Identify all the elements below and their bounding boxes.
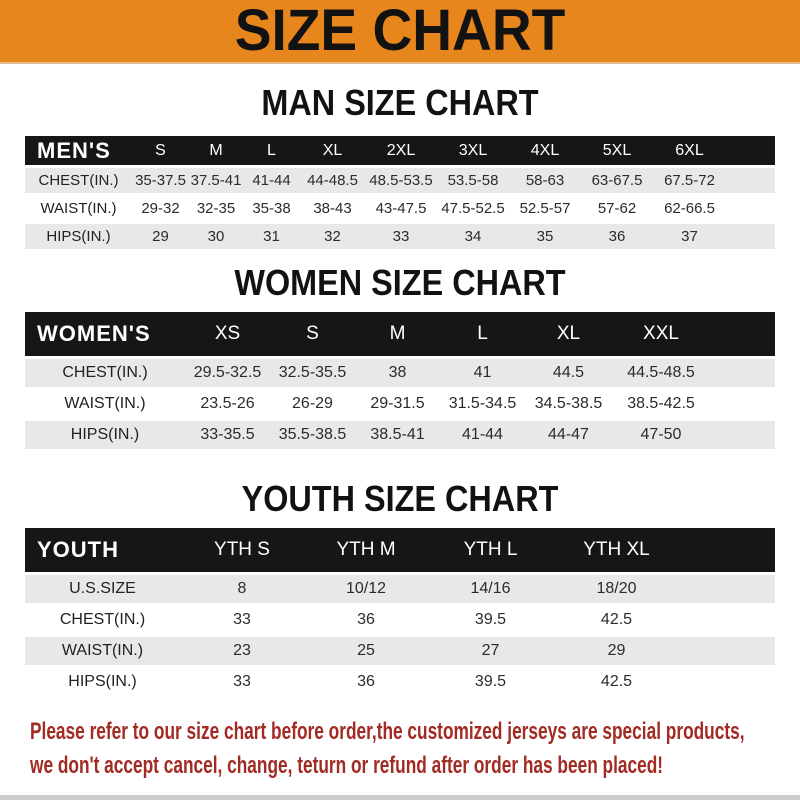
size-cell: 44-48.5 (300, 168, 365, 193)
column-header: M (355, 312, 440, 356)
size-cell: 41-44 (440, 421, 525, 449)
column-header: XXL (612, 312, 710, 356)
column-header: M (189, 136, 243, 165)
size-cell: 35-37.5 (132, 168, 189, 193)
filler-cell (680, 575, 775, 603)
row-label: U.S.SIZE (25, 575, 180, 603)
men-size-table (25, 133, 775, 252)
filler-cell (710, 359, 775, 387)
youth-size-table (25, 525, 775, 699)
table-title-cell: WOMEN'S (25, 312, 185, 356)
size-cell: 63-67.5 (581, 168, 653, 193)
size-cell: 36 (304, 668, 428, 696)
header-row (25, 528, 775, 572)
column-header: S (132, 136, 189, 165)
filler-cell (710, 390, 775, 418)
men-table-container (25, 133, 775, 252)
women-table-container (25, 309, 775, 452)
column-header: L (243, 136, 300, 165)
footer-note (30, 715, 800, 783)
column-header: 4XL (509, 136, 581, 165)
youth-section-heading: YOUTH SIZE CHART (241, 478, 559, 519)
row-label: CHEST(IN.) (25, 606, 180, 634)
size-cell: 29-31.5 (355, 390, 440, 418)
size-cell: 62-66.5 (653, 196, 726, 221)
column-header: L (440, 312, 525, 356)
column-header: XL (300, 136, 365, 165)
table-row (25, 421, 775, 449)
size-cell: 42.5 (553, 606, 680, 634)
size-cell: 29-32 (132, 196, 189, 221)
size-cell: 39.5 (428, 606, 553, 634)
size-cell: 8 (180, 575, 304, 603)
size-cell: 27 (428, 637, 553, 665)
header-row (25, 136, 775, 165)
size-cell: 37 (653, 224, 726, 249)
filler-cell (680, 528, 775, 572)
filler-cell (726, 136, 775, 165)
row-label: WAIST(IN.) (25, 196, 132, 221)
size-cell: 43-47.5 (365, 196, 437, 221)
column-header: YTH L (428, 528, 553, 572)
filler-cell (680, 668, 775, 696)
size-cell: 33-35.5 (185, 421, 270, 449)
table-row (25, 168, 775, 193)
table-row (25, 196, 775, 221)
table-row (25, 637, 775, 665)
size-cell: 32.5-35.5 (270, 359, 355, 387)
size-cell: 47-50 (612, 421, 710, 449)
size-cell: 57-62 (581, 196, 653, 221)
size-cell: 34 (437, 224, 509, 249)
filler-cell (726, 168, 775, 193)
column-header: 6XL (653, 136, 726, 165)
size-cell: 35-38 (243, 196, 300, 221)
row-label: WAIST(IN.) (25, 390, 185, 418)
bottom-border-strip (0, 795, 800, 800)
size-cell: 33 (180, 668, 304, 696)
size-cell: 29 (132, 224, 189, 249)
women-size-table (25, 309, 775, 452)
column-header: S (270, 312, 355, 356)
filler-cell (680, 606, 775, 634)
table-row (25, 668, 775, 696)
size-cell: 33 (365, 224, 437, 249)
size-cell: 18/20 (553, 575, 680, 603)
youth-section (0, 480, 800, 699)
column-header: XL (525, 312, 612, 356)
column-header: YTH XL (553, 528, 680, 572)
size-cell: 23 (180, 637, 304, 665)
table-row (25, 575, 775, 603)
column-header: YTH M (304, 528, 428, 572)
row-label: CHEST(IN.) (25, 168, 132, 193)
row-label: WAIST(IN.) (25, 637, 180, 665)
size-cell: 29.5-32.5 (185, 359, 270, 387)
size-cell: 47.5-52.5 (437, 196, 509, 221)
size-cell: 25 (304, 637, 428, 665)
women-section (0, 264, 800, 452)
size-cell: 38-43 (300, 196, 365, 221)
size-cell: 32 (300, 224, 365, 249)
header-row (25, 312, 775, 356)
filler-cell (710, 312, 775, 356)
size-cell: 44.5 (525, 359, 612, 387)
footer-note-line2: we don't accept cancel, change, teturn or refund after order has been placed! (30, 752, 664, 779)
size-cell: 37.5-41 (189, 168, 243, 193)
column-header: 5XL (581, 136, 653, 165)
size-cell: 36 (581, 224, 653, 249)
size-cell: 42.5 (553, 668, 680, 696)
size-cell: 34.5-38.5 (525, 390, 612, 418)
size-cell: 31 (243, 224, 300, 249)
size-cell: 39.5 (428, 668, 553, 696)
row-label: HIPS(IN.) (25, 668, 180, 696)
size-cell: 67.5-72 (653, 168, 726, 193)
size-cell: 41 (440, 359, 525, 387)
filler-cell (680, 637, 775, 665)
row-label: HIPS(IN.) (25, 421, 185, 449)
column-header: YTH S (180, 528, 304, 572)
size-cell: 38.5-42.5 (612, 390, 710, 418)
size-cell: 58-63 (509, 168, 581, 193)
size-cell: 23.5-26 (185, 390, 270, 418)
filler-cell (710, 421, 775, 449)
table-title-cell: YOUTH (25, 528, 180, 572)
column-header: XS (185, 312, 270, 356)
size-cell: 14/16 (428, 575, 553, 603)
size-cell: 33 (180, 606, 304, 634)
size-cell: 10/12 (304, 575, 428, 603)
size-cell: 35 (509, 224, 581, 249)
size-cell: 53.5-58 (437, 168, 509, 193)
column-header: 3XL (437, 136, 509, 165)
size-cell: 44.5-48.5 (612, 359, 710, 387)
size-cell: 44-47 (525, 421, 612, 449)
size-cell: 41-44 (243, 168, 300, 193)
size-cell: 38.5-41 (355, 421, 440, 449)
table-row (25, 390, 775, 418)
size-cell: 31.5-34.5 (440, 390, 525, 418)
banner-title: SIZE CHART (234, 0, 566, 63)
men-section (0, 84, 800, 252)
filler-cell (726, 196, 775, 221)
row-label: CHEST(IN.) (25, 359, 185, 387)
table-row (25, 224, 775, 249)
size-cell: 35.5-38.5 (270, 421, 355, 449)
size-cell: 26-29 (270, 390, 355, 418)
table-row (25, 359, 775, 387)
size-cell: 52.5-57 (509, 196, 581, 221)
row-label: HIPS(IN.) (25, 224, 132, 249)
size-cell: 48.5-53.5 (365, 168, 437, 193)
men-section-heading: MAN SIZE CHART (261, 82, 539, 123)
size-cell: 38 (355, 359, 440, 387)
table-row (25, 606, 775, 634)
filler-cell (726, 224, 775, 249)
size-cell: 30 (189, 224, 243, 249)
size-cell: 29 (553, 637, 680, 665)
size-cell: 32-35 (189, 196, 243, 221)
youth-table-container (25, 525, 775, 699)
size-chart-banner (0, 0, 800, 64)
table-title-cell: MEN'S (25, 136, 132, 165)
footer-note-line1: Please refer to our size chart before order,the customized jerseys are special products, (30, 718, 745, 745)
size-cell: 36 (304, 606, 428, 634)
column-header: 2XL (365, 136, 437, 165)
women-section-heading: WOMEN SIZE CHART (234, 262, 566, 303)
